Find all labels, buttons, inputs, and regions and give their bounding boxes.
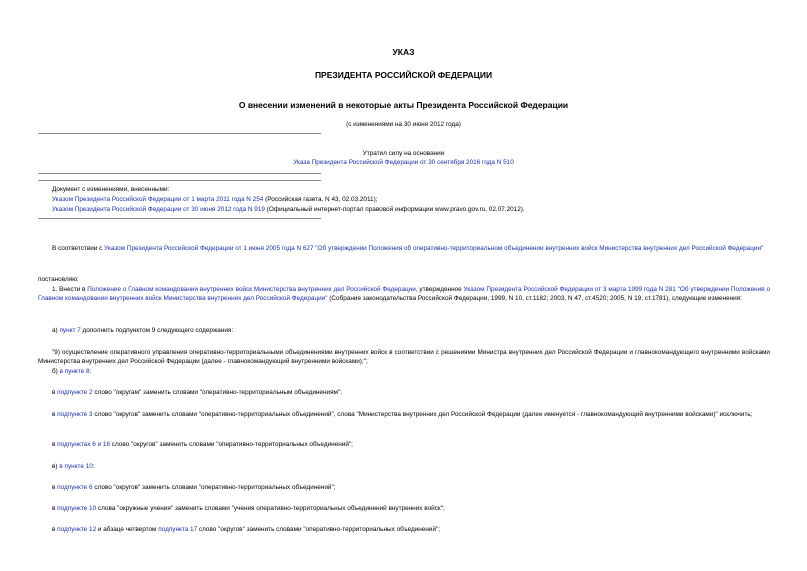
subitem-v-2: в подпункте 10 слова "окружные учения" заменить словами "учения оперативно-территориальных объединений внутренних войск";: [52, 505, 445, 512]
subclause-link[interactable]: подпункте 2: [57, 389, 93, 396]
divider: [38, 133, 321, 134]
subitem-v: в) в пункте 10:: [52, 463, 95, 470]
resolve-word: постановляю:: [38, 276, 79, 283]
amending-decree-link[interactable]: Указом Президента Российской Федерации от 1 марта 2011 года N 254: [52, 196, 264, 203]
doc-changes-header: Документ с изменениями, внесенными:: [52, 186, 170, 193]
divider: [38, 173, 321, 174]
clause-link[interactable]: в пункте 8: [59, 368, 90, 375]
doc-type-title: УКАЗ: [392, 47, 415, 57]
subclause-link[interactable]: подпункте 12: [57, 526, 97, 533]
lost-force-link[interactable]: Указа Президента Российской Федерации от 30 сентября 2016 года N 510: [293, 159, 514, 166]
divider: [38, 218, 321, 219]
doc-changes-item: Указом Президента Российской Федерации от 1 марта 2011 года N 254 (Российская газета, N 43, 02.03.2011);: [52, 196, 378, 203]
subclause-link[interactable]: подпункте 6: [57, 484, 93, 491]
subitem-b-1: в подпункте 2 слово "округам" заменить словами "оперативно-территориальным объединениям";: [52, 389, 342, 396]
subclause-link[interactable]: подпункта 17: [158, 526, 198, 533]
subitem-v-3: в подпункте 12 и абзаце четвертом подпункта 17 слово "округов" заменить словами "оперативно-территориальных объединений";: [52, 526, 441, 533]
regulation-link[interactable]: Положение о Главном командовании внутренних войск Министерства внутренних дел Российской Федерации: [87, 286, 416, 293]
clause-link[interactable]: пункт 7: [59, 327, 81, 334]
preamble: В соответствии с Указом Президента Российской Федерации от 1 июня 2005 года N 627 "Об утверждении Положения об оперативно-территориальном объединении внутренних войск Министерства внутренних дел Российской Федерации": [52, 245, 764, 252]
issuer-title: ПРЕЗИДЕНТА РОССИЙСКОЙ ФЕДЕРАЦИИ: [314, 70, 493, 80]
quote-clause-9: "9) осуществление оперативного управления оперативно-территориальными объединениями внутренних войск в соответствии с решениями Министра внутренних дел Российской Федерации и главнокомандующего внутренними войсками Министерства внутренних дел Российской Федерации (далее - главнокомандующий внутренними войсками);";: [38, 349, 770, 366]
subitem-a: а) пункт 7 дополнить подпунктом 9 следующего содержания:: [52, 327, 234, 334]
basis-decree-link[interactable]: Указом Президента Российской Федерации от 1 июня 2005 года N 627 "Об утверждении Положения об оперативно-территориальном объединении внутренних войск Министерства внутренних дел Российской Федерации": [104, 245, 764, 252]
subitem-v-1: в подпункте 6 слово "округов" заменить словами "оперативно-территориальных объединений";: [52, 484, 336, 491]
changes-note: (с изменениями на 30 июня 2012 года): [346, 121, 461, 128]
subclause-link[interactable]: подпункте 3: [57, 411, 93, 418]
subclause-link[interactable]: подпунктах 6 и 16: [57, 441, 110, 448]
amending-decree-link[interactable]: Указом Президента Российской Федерации от 30 июня 2012 года N 919: [52, 206, 265, 213]
document-subject: О внесении изменений в некоторые акты Президента Российской Федерации: [238, 100, 569, 110]
subitem-b-2: в подпункте 3 слово "округов" заменить словами "оперативно-территориальных объединений", слова "Министерства внутренних дел Российской Федерации (далее именуется - главнокомандующий внутренними войсками)" исключить;: [52, 411, 753, 418]
subitem-b: б) в пункте 8:: [52, 368, 92, 375]
clause-link[interactable]: в пункте 10: [59, 463, 93, 470]
lost-force-text: Утратил силу на основании: [362, 150, 445, 157]
decree-281-link[interactable]: Указом Президента Российской Федерации от 3 марта 1999 года N 281 "Об утверждении Положения о Главном командовании внутренних войск Министерства внутренних дел Российской Федерации": [38, 286, 770, 303]
subclause-link[interactable]: подпункте 10: [57, 505, 97, 512]
item-1: 1. Внести в Положение о Главном командовании внутренних войск Министерства внутренних дел Российской Федерации, утвержденное Указом Президента Российской Федерации от 3 марта 1999 года N 281 "Об утверждении Положения о Главном командовании внутренних войск Министерства внутренних дел Российской Федерации" (Собрание законодательства Российской Федерации, 1999, N 10, ст.1182; 2003, N 47, ст.4520; 2005, N 19, ст.1781), следующие изменения:: [38, 286, 770, 303]
subitem-b-3: в подпунктах 6 и 16 слово "округов" заменить словами "оперативно-территориальных объединений";: [52, 441, 353, 448]
doc-changes-item: Указом Президента Российской Федерации от 30 июня 2012 года N 919 (Официальный интернет-портал правовой информации www.pravo.gov.ru, 02.07.2012).: [52, 206, 525, 213]
divider: [38, 180, 321, 181]
